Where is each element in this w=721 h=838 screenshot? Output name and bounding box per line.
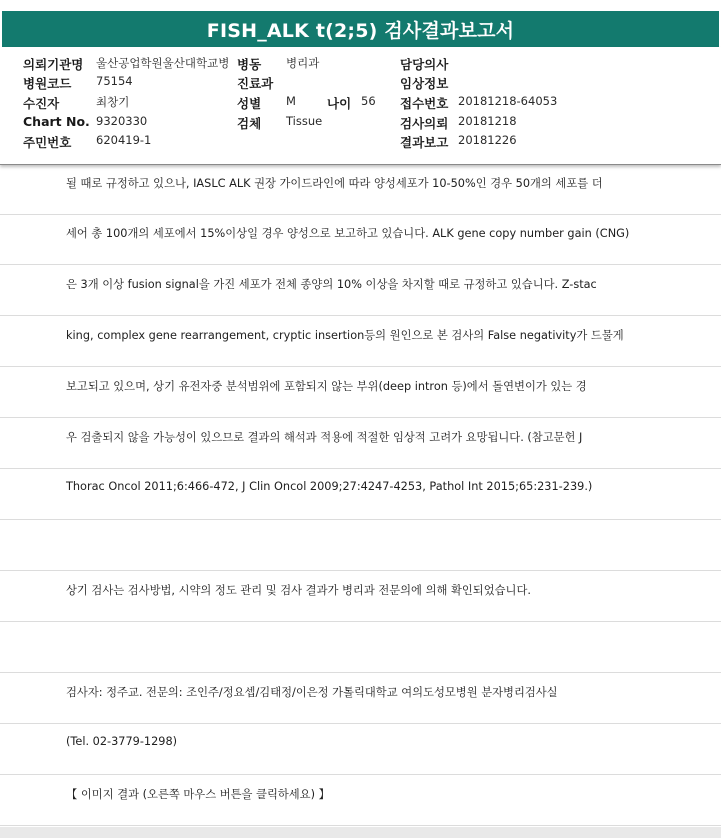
header-row	[0, 55, 721, 75]
age-label: 나이	[327, 96, 352, 111]
accession-number-value: 20181218-64053	[458, 94, 558, 108]
header-row	[0, 94, 721, 114]
report-text-line: king, complex gene rearrangement, cryptic insertion등의 원인으로 본 검사의 False negativity가 드물게	[0, 317, 721, 367]
report-text-line	[0, 521, 721, 571]
specimen-label: 검체	[237, 116, 262, 131]
report-text-line: 검사자: 정주교. 전문의: 조인주/정요셉/김태정/이은정 가톨릭대학교 여의도성모병원 분자병리검사실	[0, 674, 721, 724]
accession-number-label: 접수번호	[400, 96, 449, 111]
report-text-line: 은 3개 이상 fusion signal을 가진 세포가 전체 종양의 10% 이상을 차지할 때로 규정하고 있습니다. Z-stac	[0, 266, 721, 316]
requesting-institution-value: 울산공업학원울산대학교병	[96, 56, 230, 70]
hospital-code-label: 병원코드	[23, 76, 72, 91]
report-date-label: 결과보고	[400, 135, 449, 150]
requesting-institution-label: 의뢰기관명	[23, 57, 84, 72]
report-text-line: 상기 검사는 검사방법, 시약의 정도 관리 및 검사 결과가 병리과 전문의에 의해 확인되었습니다.	[0, 572, 721, 622]
report-text-line: 될 때로 규정하고 있으나, IASLC ALK 권장 가이드라인에 따라 양성세포가 10-50%인 경우 50개의 세포를 더	[0, 165, 721, 215]
ward-label: 병동	[237, 57, 262, 72]
clinical-info-label: 임상정보	[400, 76, 449, 91]
resident-number-label: 주민번호	[23, 135, 72, 150]
patient-name-label: 수진자	[23, 96, 60, 111]
report-text-line	[0, 623, 721, 673]
sex-value: M	[286, 94, 296, 108]
chart-number-label: Chart No.	[23, 114, 90, 129]
report-text-line: 세어 총 100개의 세포에서 15%이상일 경우 양성으로 보고하고 있습니다. ALK gene copy number gain (CNG)	[0, 215, 721, 265]
attending-doctor-label: 담당의사	[400, 57, 449, 72]
specimen-value: Tissue	[286, 114, 323, 128]
report-text-line: Thorac Oncol 2011;6:466-472, J Clin Oncol 2009;27:4247-4253, Pathol Int 2015;65:231-239.)	[0, 470, 721, 520]
header-row	[0, 74, 721, 94]
report-text-line: 보고되고 있으며, 상기 유전자중 분석범위에 포함되지 않는 부위(deep intron 등)에서 돌연변이가 있는 경	[0, 368, 721, 418]
age-value: 56	[361, 94, 376, 108]
report-text-line: 우 검출되지 않을 가능성이 있으므로 결과의 해석과 적용에 적절한 임상적 고려가 요망됩니다. (참고문헌 J	[0, 419, 721, 469]
sex-label: 성별	[237, 96, 262, 111]
hospital-code-value: 75154	[96, 74, 133, 88]
report-body	[0, 165, 721, 838]
bottom-scroll-area	[0, 827, 721, 838]
header-row	[0, 133, 721, 153]
ward-value: 병리과	[286, 56, 320, 70]
report-text-line: (Tel. 02-3779-1298)	[0, 725, 721, 775]
image-result-link[interactable]: 【 이미지 결과 (오른쪽 마우스 버튼을 클릭하세요) 】	[0, 776, 721, 826]
department-label: 진료과	[237, 76, 274, 91]
report-title: FISH_ALK t(2;5) 검사결과보고서	[2, 11, 719, 47]
patient-name-value: 최창기	[96, 95, 130, 109]
request-date-value: 20181218	[458, 114, 517, 128]
chart-number-value: 9320330	[96, 114, 148, 128]
request-date-label: 검사의뢰	[400, 116, 449, 131]
report-date-value: 20181226	[458, 133, 517, 147]
resident-number-value: 620419-1	[96, 133, 152, 147]
header-row	[0, 114, 721, 134]
patient-info-header	[0, 47, 721, 165]
